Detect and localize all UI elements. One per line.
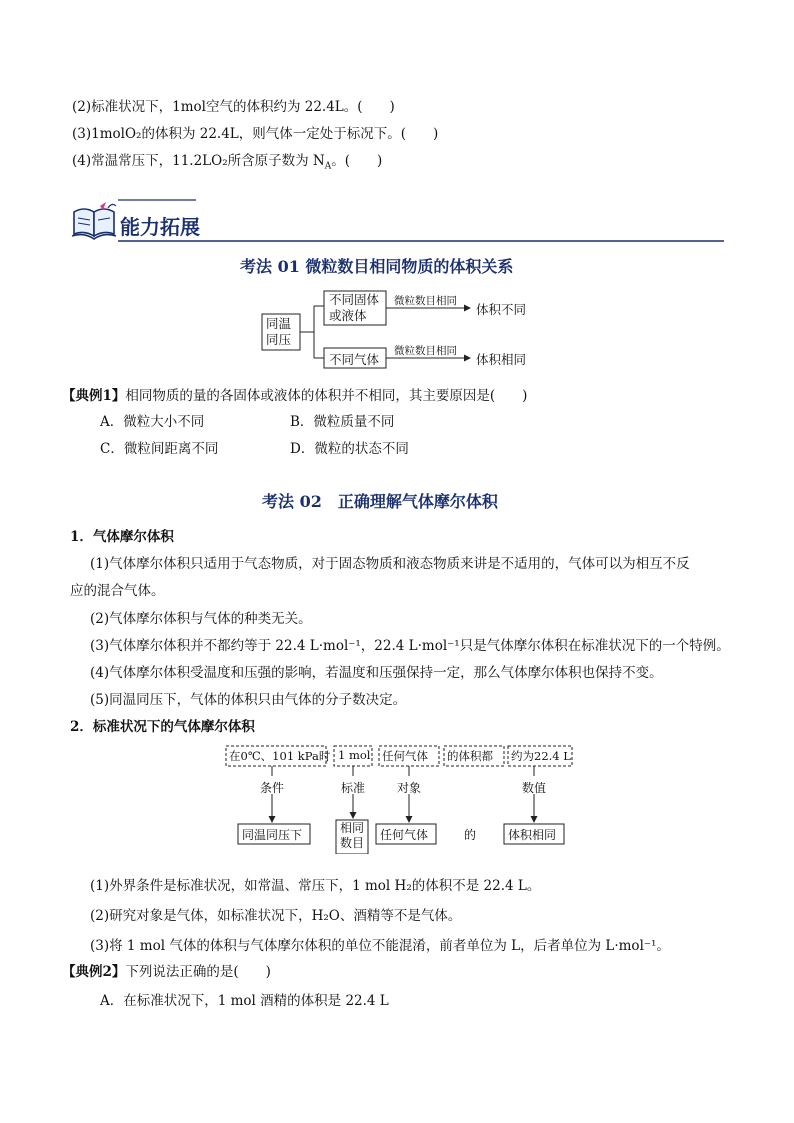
point-3: (3)气体摩尔体积并不都约等于 22.4 L·mol⁻¹，22.4 L·mol⁻¹只是气体摩尔体积在标准状况下的一个特例。	[90, 638, 730, 654]
note-3: (3)将 1 mol 气体的体积与气体摩尔体积的单位不能混淆，前者单位为 L，后者单位为 L·mol⁻¹。	[90, 938, 670, 954]
diagram2-bottom-any-gas: 任何气体	[380, 828, 429, 842]
note-1: (1)外界条件是标准状况，如常温、常压下，1 mol H₂的体积不是 22.4 L。	[90, 878, 541, 894]
diagram2-bottom-same-number	[340, 821, 364, 851]
subheading-1: 1．气体摩尔体积	[70, 529, 174, 545]
banner-title: 能力拓展	[120, 215, 200, 239]
section1-title: 考法 01 微粒数目相同物质的体积关系	[240, 257, 514, 276]
diagram1-result1: 体积不同	[476, 302, 527, 317]
example1-option-b: B．微粒质量不同	[290, 414, 395, 430]
point-1-cont: 应的混合气体。	[70, 583, 165, 599]
example1-option-a: A．微粒大小不同	[100, 414, 205, 430]
diagram2-top-object: 任何气体	[382, 749, 428, 763]
question-3: (3)1molO₂的体积为 22.4L，则气体一定处于标况下。( )	[72, 126, 439, 142]
diagram2-bottom-same-tp: 同温同压下	[242, 828, 303, 842]
diagram2-mid-value: 数值	[522, 781, 547, 795]
note-2: (2)研究对象是气体，如标准状况下，H₂O、酒精等不是气体。	[90, 908, 462, 924]
diagram2-mid-standard: 标准	[341, 781, 366, 795]
diagram2-mid-object: 对象	[397, 781, 422, 795]
diagram1-branch1-line1: 不同固体	[329, 292, 380, 307]
diagram1-root-line2: 同压	[266, 332, 292, 347]
diagram2-bottom-of: 的	[464, 828, 477, 842]
diagram1-arrow-label-1: 微粒数目相同	[394, 295, 457, 307]
diagram1-result2: 体积相同	[476, 352, 527, 367]
particle-volume-diagram	[258, 288, 548, 372]
example1	[62, 384, 527, 404]
question-4	[72, 149, 382, 172]
point-1: (1)气体摩尔体积只适用于气态物质，对于固态物质和液态物质来讲是不适用的，气体可以为相互不反	[90, 556, 690, 572]
diagram1-root	[266, 316, 291, 348]
question-2: (2)标准状况下，1mol空气的体积约为 22.4L。( )	[72, 99, 395, 115]
subheading-2: 2．标准状况下的气体摩尔体积	[70, 719, 255, 735]
diagram2-top-volume: 的体积都	[447, 749, 493, 763]
diagram1-arrow-label-2: 微粒数目相同	[394, 345, 457, 357]
example1-text: 相同物质的量的各固体或液体的体积并不相同，其主要原因是( )	[125, 388, 528, 404]
question-4-tail: 。( )	[331, 153, 383, 169]
diagram1-branch1	[329, 292, 379, 324]
point-2: (2)气体摩尔体积与气体的种类无关。	[90, 611, 312, 627]
diagram1-branch1-line2: 或液体	[329, 308, 367, 323]
question-4-subscript: A	[324, 161, 332, 172]
point-4: (4)气体摩尔体积受温度和压强的影响，若温度和压强保持一定，那么气体摩尔体积也保持不变。	[90, 665, 663, 681]
point-5: (5)同温同压下，气体的体积只由气体的分子数决定。	[90, 692, 407, 708]
diagram1-root-line1: 同温	[266, 316, 292, 331]
section-banner	[70, 198, 724, 244]
example1-option-d: D．微粒的状态不同	[290, 441, 409, 457]
diagram2-bottom-same-number-line2: 数目	[340, 836, 365, 850]
diagram2-bottom-same-number-line1: 相同	[340, 821, 365, 835]
example2	[62, 960, 271, 980]
diagram1-branch2: 不同气体	[329, 352, 380, 367]
question-4-text: (4)常温常压下，11.2LO₂所含原子数为 N	[72, 153, 325, 169]
diagram2-top-condition: 在0℃、101 kPa时	[229, 749, 331, 763]
diagram2-top-amount: 1 mol	[338, 748, 371, 762]
example1-label: 【典例1】	[62, 388, 126, 404]
example2-option-a: A．在标准状况下，1 mol 酒精的体积是 22.4 L	[100, 993, 389, 1009]
example2-label: 【典例2】	[62, 964, 126, 980]
example1-option-c: C．微粒间距离不同	[100, 441, 219, 457]
diagram2-bottom-same-volume: 体积相同	[508, 828, 557, 842]
section2-title: 考法 02 正确理解气体摩尔体积	[262, 492, 498, 511]
diagram2-mid-condition: 条件	[260, 781, 285, 795]
example2-text: 下列说法正确的是( )	[125, 964, 271, 980]
standard-condition-diagram	[224, 742, 576, 854]
diagram2-top-value: 约为22.4 L	[511, 749, 571, 763]
